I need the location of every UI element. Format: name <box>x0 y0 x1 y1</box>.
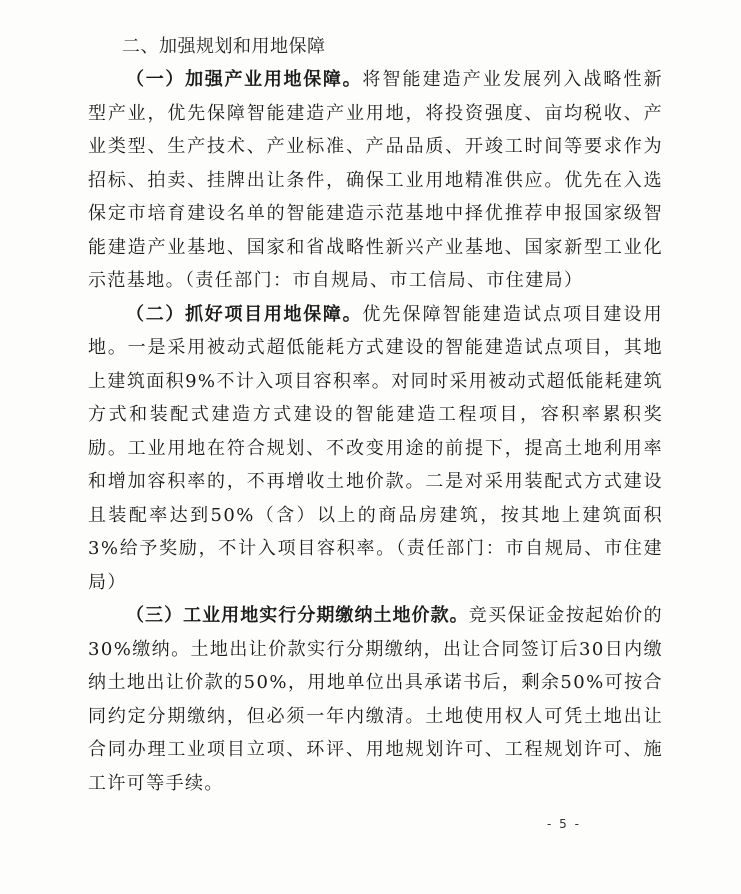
paragraph-text: 将智能建造产业发展列入战略性新型产业，优先保障智能建造产业用地，将投资强度、亩均税收、产业类型、生产技术、产业标准、产品品质、开竣工时间等要求作为招标、拍卖、挂牌出让条件，确保工业用地精准供应。优先在入选保定市培育建设名单的智能建造示范基地中择优推荐申报国家级智能建造产业基地、国家和省战略性新兴产业基地、国家新型工业化示范基地。（责任部门：市自规局、市工信局、市住建局） <box>88 69 664 291</box>
paragraph-project-land <box>88 298 663 600</box>
section-heading: 二、加强规划和用地保障 <box>122 36 326 57</box>
paragraph-lead: （二）抓好项目用地保障。 <box>126 303 363 325</box>
paragraph-text: 竞买保证金按起始价的30%缴纳。土地出让价款实行分期缴纳，出让合同签订后30日内缴纳土地出让价款的50%，用地单位出具承诺书后，剩余50%可按合同约定分期缴纳，但必须一年内缴清。土地使用权人可凭土地出让合同办理工业项目立项、环评、用地规划许可、工程规划许可、施工许可等手续。 <box>88 605 664 794</box>
paragraph-lead: （三）工业用地实行分期缴纳土地价款。 <box>126 605 469 626</box>
paragraph-lead: （一）加强产业用地保障。 <box>126 69 363 90</box>
page-number: - 5 - <box>547 817 581 831</box>
paragraph-installment-payment <box>88 599 663 800</box>
paragraph-text: 优先保障智能建造试点项目建设用地。一是采用被动式超低能耗方式建设的智能建造试点项目，其地上建筑面积9%不计入项目容积率。对同时采用被动式超低能耗建筑方式和装配式建造方式建设的智能建造工程项目，容积率累积奖励。工业用地在符合规划、不改变用途的前提下，提高土地利用率和增加容积率的，不再增收土地价款。二是对采用装配式方式建设且装配率达到50%（含）以上的商品房建筑，按其地上建筑面积3%给予奖励，不计入项目容积率。（责任部门：市自规局、市住建局） <box>88 303 664 593</box>
paragraph-land-for-industry <box>88 63 663 298</box>
document-body <box>88 30 663 800</box>
